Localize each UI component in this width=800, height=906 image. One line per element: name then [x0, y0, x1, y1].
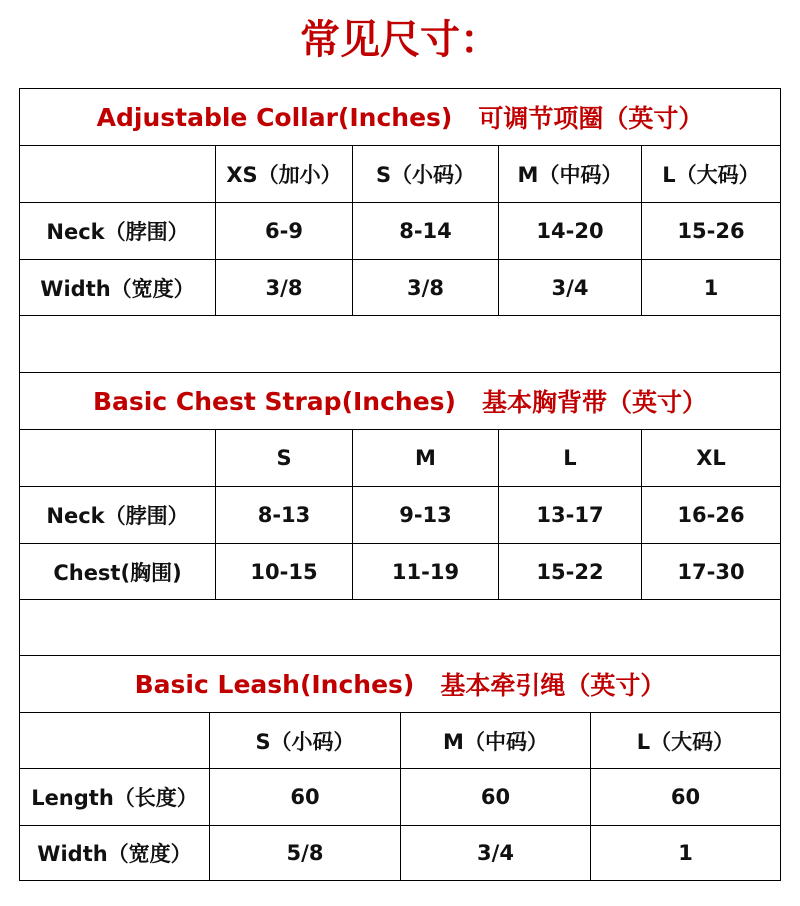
- section-title-collar: [20, 89, 780, 145]
- table-cell: M（中码）: [401, 713, 591, 768]
- section-title-cn: 基本胸背带（英寸）: [481, 388, 707, 417]
- table-cell: 10-15: [216, 544, 353, 599]
- table-cell-label: Length（长度）: [20, 769, 210, 825]
- table-row: [20, 769, 780, 826]
- table-cell: M（中码）: [499, 146, 642, 202]
- table-row-header: [20, 146, 780, 203]
- table-cell: [20, 146, 216, 202]
- table-row: [20, 826, 780, 880]
- table-cell: S（小码）: [210, 713, 401, 768]
- table-cell: 13-17: [499, 487, 642, 543]
- table-row-header: [20, 430, 780, 487]
- table-cell: L（大码）: [636, 729, 735, 754]
- table-cell: [20, 430, 216, 486]
- table-row: [20, 203, 780, 260]
- section-title-en: Basic Leash(Inches): [134, 669, 415, 699]
- table-cell: 3/8: [216, 260, 353, 315]
- table-cell: L: [499, 430, 642, 486]
- section-title-en: Basic Chest Strap(Inches): [92, 386, 456, 416]
- table-cell-label: Chest(胸围): [20, 544, 216, 599]
- section-title-row-chest-strap: [20, 373, 780, 430]
- table-cell: 8-13: [216, 487, 353, 543]
- table-cell: 60: [210, 769, 401, 825]
- spacer-row: [20, 316, 780, 373]
- table-cell: M: [353, 430, 499, 486]
- table-cell: 5/8: [210, 826, 401, 880]
- table-cell: 11-19: [353, 544, 499, 599]
- spacer-row: [20, 600, 780, 656]
- table-cell: 1: [703, 275, 719, 300]
- table-cell: 3/4: [401, 826, 591, 880]
- table-cell: [20, 713, 210, 768]
- section-title-row-collar: [20, 89, 780, 146]
- table-cell: 8-14: [353, 203, 499, 259]
- table-cell: 15-26: [677, 219, 745, 243]
- table-cell: 17-30: [677, 559, 745, 584]
- table-cell-label: Neck（脖围）: [20, 203, 216, 259]
- table-cell: 60: [401, 769, 591, 825]
- section-title-row-leash: [20, 656, 780, 713]
- section-title-leash: [20, 656, 780, 712]
- table-cell: 1: [678, 841, 693, 865]
- table-row: [20, 544, 780, 600]
- page-title: 常见尺寸：: [300, 17, 500, 63]
- table-cell: 60: [670, 785, 701, 809]
- table-cell-label: Width（宽度）: [20, 260, 216, 315]
- table-cell-label: Neck（脖围）: [20, 487, 216, 543]
- table-cell: 14-20: [499, 203, 642, 259]
- table-cell: 15-22: [499, 544, 642, 599]
- table-cell: 3/8: [353, 260, 499, 315]
- table-cell: S（小码）: [353, 146, 499, 202]
- table-cell: S: [216, 430, 353, 486]
- section-title-cn: 可调节项圈（英寸）: [478, 104, 704, 133]
- section-title-en: Adjustable Collar(Inches): [96, 102, 453, 132]
- table-cell: 6-9: [216, 203, 353, 259]
- table-row: [20, 487, 780, 544]
- table-cell-label: Width（宽度）: [20, 826, 210, 880]
- table-cell: 16-26: [677, 503, 745, 527]
- section-title-cn: 基本牵引绳（英寸）: [440, 671, 666, 700]
- table-cell: 9-13: [353, 487, 499, 543]
- size-table: [19, 88, 781, 881]
- table-row-header: [20, 713, 780, 769]
- table-row: [20, 260, 780, 316]
- table-cell: XS（加小）: [216, 146, 353, 202]
- table-cell: XL: [696, 446, 726, 470]
- section-title-chest-strap: [20, 373, 780, 429]
- table-cell: L（大码）: [662, 163, 760, 187]
- table-cell: 3/4: [499, 260, 642, 315]
